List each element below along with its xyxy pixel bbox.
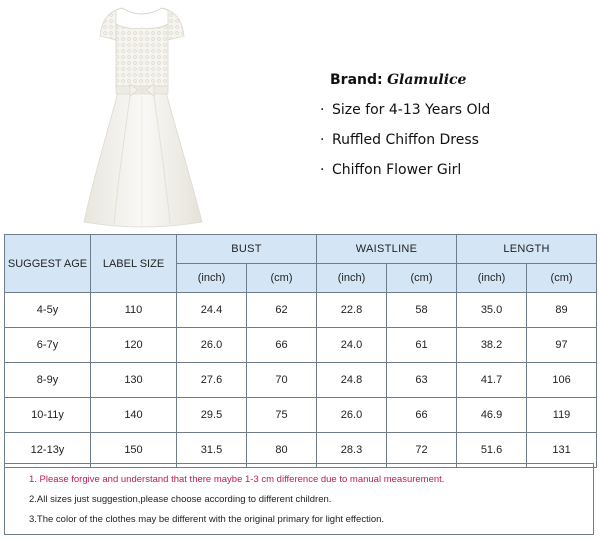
cell-age: 6-7y: [5, 328, 91, 363]
cell-age: 4-5y: [5, 293, 91, 328]
feature-item: [320, 102, 590, 118]
header-unit-cm: (cm): [247, 264, 317, 293]
header-unit-cm: (cm): [387, 264, 457, 293]
brand-line: [330, 72, 590, 88]
cell-age: 10-11y: [5, 398, 91, 433]
table-row: [5, 398, 597, 433]
bullet-icon: ·: [320, 132, 325, 148]
cell-bust-inch: 31.5: [177, 433, 247, 468]
size-chart-table: [4, 234, 597, 468]
cell-length-inch: 51.6: [457, 433, 527, 468]
feature-item: [320, 162, 590, 178]
cell-bust-cm: 80: [247, 433, 317, 468]
feature-text: Size for 4-13 Years Old: [332, 102, 491, 118]
cell-length-inch: 41.7: [457, 363, 527, 398]
header-bust: BUST: [177, 235, 317, 264]
cell-waist-inch: 28.3: [317, 433, 387, 468]
header-waistline: WAISTLINE: [317, 235, 457, 264]
note-color: 3.The color of the clothes may be different with the original primary for light effection.: [29, 514, 385, 525]
notes-box: [4, 463, 594, 535]
cell-waist-cm: 61: [387, 328, 457, 363]
cell-length-cm: 106: [527, 363, 597, 398]
cell-waist-cm: 66: [387, 398, 457, 433]
table-row: [5, 293, 597, 328]
cell-waist-inch: 26.0: [317, 398, 387, 433]
cell-label-size: 110: [91, 293, 177, 328]
note-suggestion: 2.All sizes just suggestion,please choose according to different children.: [29, 494, 332, 505]
table-row: [5, 328, 597, 363]
cell-waist-cm: 72: [387, 433, 457, 468]
header-unit-inch: (inch): [317, 264, 387, 293]
header-unit-cm: (cm): [527, 264, 597, 293]
feature-text: Ruffled Chiffon Dress: [332, 132, 479, 148]
cell-length-cm: 119: [527, 398, 597, 433]
cell-age: 12-13y: [5, 433, 91, 468]
cell-label-size: 150: [91, 433, 177, 468]
table-row: [5, 363, 597, 398]
cell-waist-cm: 58: [387, 293, 457, 328]
cell-bust-inch: 29.5: [177, 398, 247, 433]
cell-age: 8-9y: [5, 363, 91, 398]
cell-waist-inch: 24.0: [317, 328, 387, 363]
cell-length-inch: 38.2: [457, 328, 527, 363]
header-length: LENGTH: [457, 235, 597, 264]
cell-bust-cm: 66: [247, 328, 317, 363]
brand-label: Brand:: [330, 72, 383, 88]
feature-text: Chiffon Flower Girl: [332, 162, 462, 178]
cell-bust-cm: 75: [247, 398, 317, 433]
bullet-icon: ·: [320, 162, 325, 178]
product-dress-image: [72, 0, 212, 230]
cell-length-cm: 89: [527, 293, 597, 328]
cell-waist-inch: 22.8: [317, 293, 387, 328]
note-measurement: 1. Please forgive and understand that there maybe 1-3 cm difference due to manual measurement.: [29, 474, 445, 485]
header-label-size: LABEL SIZE: [91, 235, 177, 293]
cell-bust-inch: 27.6: [177, 363, 247, 398]
cell-waist-cm: 63: [387, 363, 457, 398]
cell-label-size: 130: [91, 363, 177, 398]
cell-length-cm: 131: [527, 433, 597, 468]
cell-bust-inch: 24.4: [177, 293, 247, 328]
feature-item: [320, 132, 590, 148]
cell-label-size: 120: [91, 328, 177, 363]
header-unit-inch: (inch): [457, 264, 527, 293]
cell-length-inch: 35.0: [457, 293, 527, 328]
header-suggest-age: SUGGEST AGE: [5, 235, 91, 293]
cell-length-cm: 97: [527, 328, 597, 363]
brand-name: Glamulice: [387, 72, 467, 88]
cell-bust-cm: 62: [247, 293, 317, 328]
product-info: [320, 72, 590, 178]
cell-bust-inch: 26.0: [177, 328, 247, 363]
cell-waist-inch: 24.8: [317, 363, 387, 398]
cell-label-size: 140: [91, 398, 177, 433]
cell-length-inch: 46.9: [457, 398, 527, 433]
header-unit-inch: (inch): [177, 264, 247, 293]
bullet-icon: ·: [320, 102, 325, 118]
cell-bust-cm: 70: [247, 363, 317, 398]
